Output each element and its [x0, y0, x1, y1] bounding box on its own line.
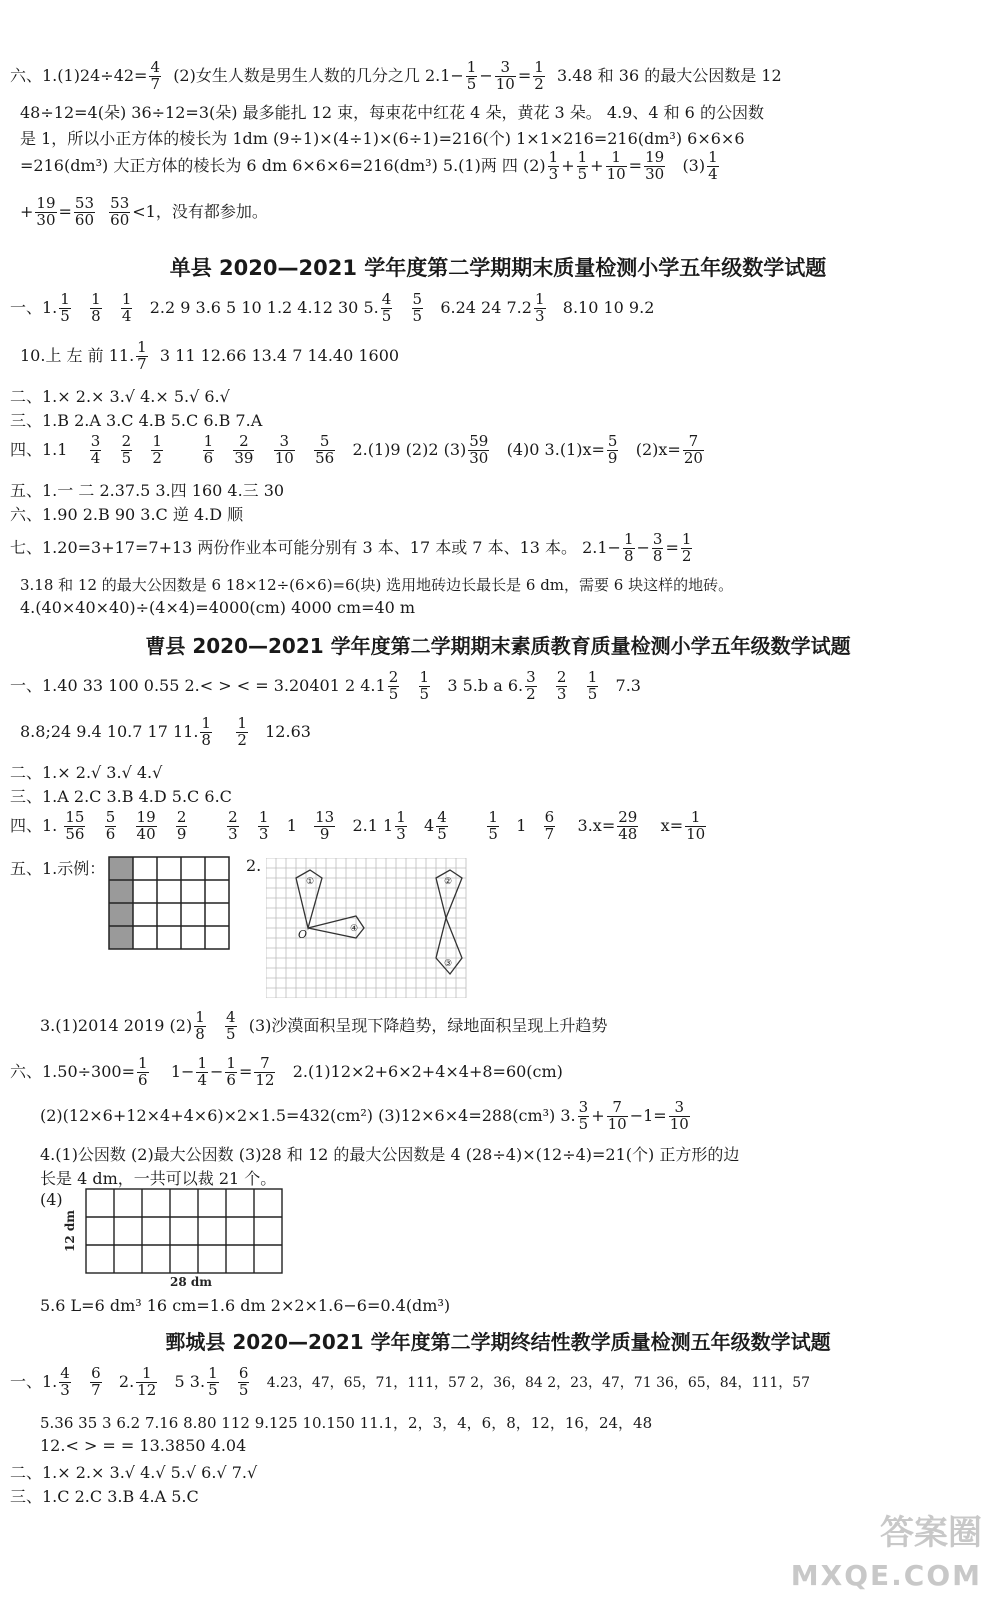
label-4: ④	[350, 924, 359, 934]
fraction: $\frac{3}{5}$	[578, 1098, 589, 1133]
label-1: ①	[306, 877, 315, 887]
fraction: $\frac{1}{5}$	[587, 668, 598, 703]
fraction: $\frac{1}{8}$	[201, 714, 211, 749]
fraction: $\frac{1}{2}$	[237, 714, 247, 749]
fraction: $\frac{3}{8}$	[652, 530, 663, 565]
fraction: $\frac{4}{5}$	[226, 1008, 236, 1043]
fraction: $\frac{1}{3}$	[534, 290, 545, 325]
fraction: $\frac{1}{2}$	[681, 530, 692, 565]
fraction: $\frac{1}{2}$	[152, 432, 162, 467]
fraction: $\frac{53}{60}$	[110, 194, 130, 229]
fraction: $\frac{1}{8}$	[91, 290, 101, 325]
fraction: $\frac{2}{5}$	[388, 668, 399, 703]
fraction: $\frac{2}{3}$	[228, 808, 238, 843]
dim-vertical: 12 dm	[63, 1210, 77, 1252]
fraction: $\frac{6}{7}$	[544, 808, 555, 843]
fraction: $\frac{3}{10}$	[495, 58, 515, 93]
watermark-logo: 答案圈	[880, 1513, 982, 1553]
answer-line: 五、1.示例：	[10, 859, 106, 878]
fraction: $\frac{1}{5}$	[419, 668, 430, 703]
fraction: $\frac{1}{3}$	[396, 808, 406, 843]
answer-line: 8.8;24 9.4 10.7 17 11. $\frac{1}{8}$ $\frac{1}{2}$ 12.63	[20, 714, 311, 749]
fraction: $\frac{29}{48}$	[618, 808, 638, 843]
answer-line: 48÷12=4(朵) 36÷12=3(朵) 最多能扎 12 束，每束花中红花 4 朵，黄花 3 朵。 4.9、4 和 6 的公因数	[20, 103, 764, 122]
fraction: $\frac{53}{60}$	[74, 194, 94, 229]
answer-line: 七、1.20=3+17=7+13 两份作业本可能分别有 3 本、17 本或 7 本、13 本。 2.1− $\frac{1}{8}$ − $\frac{3}{8}$ = $\frac{1}{2}$	[10, 530, 692, 565]
answer-line: + $\frac{19}{30}$ = $\frac{53}{60}$ $\frac{53}{60}$ <1，没有都参加。	[20, 194, 268, 229]
fraction: $\frac{1}{4}$	[197, 1054, 208, 1089]
answer-line: 5.36 35 3 6.2 7.16 8.80 112 9.125 10.150 11.1，2，3，4，6，8，12，16，24，48	[40, 1414, 653, 1432]
fraction: $\frac{1}{3}$	[548, 148, 559, 183]
answer-line: 二、1.× 2.× 3.√ 4.× 5.√ 6.√	[10, 387, 230, 406]
grid-example-figure	[108, 856, 230, 950]
section-title: 单县 2020—2021 学年度第二学期期末质量检测小学五年级数学试题	[169, 256, 827, 280]
fraction: $\frac{4}{5}$	[437, 808, 447, 843]
fraction: $\frac{3}{10}$	[669, 1098, 689, 1133]
fraction: $\frac{2}{9}$	[176, 808, 187, 843]
fraction: $\frac{4}{7}$	[150, 58, 161, 93]
fraction: $\frac{1}{7}$	[137, 338, 147, 373]
section-title: 曹县 2020—2021 学年度第二学期期末素质教育质量检测小学五年级数学试题	[145, 634, 851, 658]
text: 六、1.(1)24÷42=	[10, 65, 148, 85]
answer-line: 10.上 左 前 11. $\frac{1}{7}$ 3 11 12.66 13.4 7 14.40 1600	[20, 338, 400, 373]
fraction: $\frac{1}{5}$	[466, 58, 477, 93]
fraction: $\frac{5}{6}$	[105, 808, 116, 843]
fraction: $\frac{3}{2}$	[526, 668, 536, 703]
fraction: $\frac{1}{12}$	[137, 1364, 157, 1399]
origin-label: O	[298, 928, 308, 941]
answer-line: 12.< > = = 13.3850 4.04	[40, 1436, 247, 1455]
answer-line: 六、1.(1)24÷42= $\frac{4}{7}$ (2)女生人数是男生人数的几分之几 2.1− $\frac{1}{5}$ − $\frac{3}{10}$ = $\frac{1}{2}$ 3.48 和 36 的最大公因数是 12	[10, 58, 782, 93]
fraction: $\frac{7}{10}$	[607, 1098, 627, 1133]
dim-horizontal: 28 dm	[170, 1275, 212, 1289]
fraction: $\frac{1}{10}$	[606, 148, 626, 183]
answer-line: 一、1.40 33 100 0.55 2.< > < = 3.20401 2 4.1 $\frac{2}{5}$ $\frac{1}{5}$ 3 5.b a 6. $\frac{3}{2}$ $\frac{2}{3}$ $\frac{1}{5}$ 7.3	[10, 668, 641, 703]
text: 3.48 和 36 的最大公因数是 12	[556, 65, 782, 85]
answer-line: 一、1. $\frac{1}{5}$ $\frac{1}{8}$ $\frac{1}{4}$ 2.2 9 3.6 5 10 1.2 4.12 30 5. $\frac{4}{5}$ $\frac{5}{5}$ 6.24 24 7.2 $\frac{1}{3}$ 8.10 10 9.2	[10, 290, 655, 325]
fraction: $\frac{1}{6}$	[203, 432, 214, 467]
answer-line: 3.(1)2014 2019 (2) $\frac{1}{8}$ $\frac{4}{5}$ (3)沙漠面积呈现下降趋势，绿地面积呈现上升趋势	[40, 1008, 608, 1043]
fraction: $\frac{1}{4}$	[708, 148, 718, 183]
fraction: $\frac{1}{8}$	[623, 530, 634, 565]
fraction: $\frac{1}{2}$	[534, 58, 544, 93]
text: =216(dm³) 大正方体的棱长为 6 dm 6×6×6=216(dm³) 5.(1)两 四 (2)	[20, 155, 546, 175]
answer-line: =216(dm³) 大正方体的棱长为 6 dm 6×6×6=216(dm³) 5.(1)两 四 (2) $\frac{1}{3}$ + $\frac{1}{5}$ + $\frac{1}{10}$ = $\frac{19}{30}$ (3) $\frac{1}{4}$	[20, 148, 718, 183]
fraction: $\frac{1}{5}$	[60, 290, 70, 325]
answer-line: 5.6 L=6 dm³ 16 cm=1.6 dm 2×2×1.6−6=0.4(dm³)	[40, 1296, 451, 1315]
answer-line: 二、1.× 2.× 3.√ 4.√ 5.√ 6.√ 7.√	[10, 1463, 258, 1482]
section-title: 鄄城县 2020—2021 学年度第二学期终结性教学质量检测五年级数学试题	[165, 1330, 831, 1354]
label-3: ③	[444, 959, 453, 969]
fraction: $\frac{7}{20}$	[683, 432, 703, 467]
answer-line: 三、1.C 2.C 3.B 4.A 5.C	[10, 1487, 199, 1506]
watermark-text: MXQE.COM	[790, 1559, 982, 1592]
answer-line: 2.	[246, 856, 262, 875]
text: (3)	[682, 155, 706, 175]
label-2: ②	[444, 877, 453, 887]
fraction: $\frac{1}{5}$	[488, 808, 498, 843]
answer-line: 是 1，所以小正方体的棱长为 1dm (9÷1)×(4÷1)×(6÷1)=216(个) 1×1×216=216(dm³) 6×6×6	[20, 129, 745, 148]
text: (2)女生人数是男生人数的几分之几 2.1−	[173, 65, 464, 85]
fraction: $\frac{1}{10}$	[686, 808, 706, 843]
fraction: $\frac{5}{56}$	[315, 432, 335, 467]
fraction: $\frac{4}{5}$	[381, 290, 392, 325]
fraction: $\frac{1}{8}$	[195, 1008, 205, 1043]
text: <1，没有都参加。	[132, 201, 268, 221]
fraction: $\frac{6}{5}$	[238, 1364, 249, 1399]
fraction: $\frac{2}{5}$	[121, 432, 132, 467]
fraction: $\frac{1}{3}$	[258, 808, 269, 843]
tiling-grid-figure	[60, 1186, 290, 1290]
fraction: $\frac{1}{4}$	[121, 290, 132, 325]
fraction: $\frac{1}{5}$	[577, 148, 588, 183]
fraction: $\frac{3}{10}$	[274, 432, 294, 467]
answer-line: 五、1.一 二 2.37.5 3.四 160 4.三 30	[10, 481, 285, 500]
fraction: $\frac{19}{30}$	[36, 194, 56, 229]
fraction: $\frac{6}{7}$	[91, 1364, 101, 1399]
answer-line: (2)(12×6+12×4+4×6)×2×1.5=432(cm²) (3)12×6×4=288(cm³) 3. $\frac{3}{5}$ + $\frac{7}{10}$ −1= $\frac{3}{10}$	[40, 1098, 689, 1133]
fraction: $\frac{4}{3}$	[60, 1364, 70, 1399]
answer-line: 二、1.× 2.√ 3.√ 4.√	[10, 763, 163, 782]
fraction: $\frac{15}{56}$	[65, 808, 85, 843]
fraction: $\frac{3}{4}$	[90, 432, 101, 467]
answer-line: 四、1. $\frac{15}{56}$ $\frac{5}{6}$ $\frac{19}{40}$ $\frac{2}{9}$ $\frac{2}{3}$ $\frac{1}{3}$ 1 $\frac{13}{9}$ 2.1 1 $\frac{1}{3}$ 4 $\frac{4}{5}$ $\frac{1}{5}$ 1 $\frac{6}{7}$ 3.x= $\frac{29}{48}$ x= $\frac{1}{10}$	[10, 808, 706, 843]
fraction: $\frac{5}{5}$	[412, 290, 423, 325]
answer-line: 4.(40×40×40)÷(4×4)=4000(cm) 4000 cm=40 m	[20, 598, 416, 617]
answer-line: 一、1. $\frac{4}{3}$ $\frac{6}{7}$ 2. $\frac{1}{12}$ 5 3. $\frac{1}{5}$ $\frac{6}{5}$ 4.23，47，65，71，111，57 2，36，84 2，23，47，71 36，65，84，111，57	[10, 1364, 811, 1399]
text: +	[20, 201, 34, 221]
fraction: $\frac{13}{9}$	[315, 808, 335, 843]
answer-line: 三、1.B 2.A 3.C 4.B 5.C 6.B 7.A	[10, 411, 263, 430]
answer-line: 4.(1)公因数 (2)最大公因数 (3)28 和 12 的最大公因数是 4 (28÷4)×(12÷4)=21(个) 正方形的边	[40, 1145, 740, 1164]
fraction: $\frac{2}{39}$	[234, 432, 254, 467]
fraction: $\frac{59}{30}$	[469, 432, 489, 467]
fraction: $\frac{1}{6}$	[226, 1054, 236, 1089]
fraction: $\frac{7}{12}$	[255, 1054, 275, 1089]
fraction: $\frac{5}{9}$	[607, 432, 618, 467]
fraction: $\frac{19}{30}$	[645, 148, 665, 183]
answer-line: 四、1.1 $\frac{3}{4}$ $\frac{2}{5}$ $\frac{1}{2}$ $\frac{1}{6}$ $\frac{2}{39}$ $\frac{3}{10}$ $\frac{5}{56}$ 2.(1)9 (2)2 (3) $\frac{59}{30}$ (4)0 3.(1)x= $\frac{5}{9}$ (2)x= $\frac{7}{20}$	[10, 432, 703, 467]
rotation-grid-figure	[266, 858, 468, 998]
fraction: $\frac{19}{40}$	[136, 808, 156, 843]
fraction: $\frac{2}{3}$	[556, 668, 567, 703]
answer-line: 六、1.50÷300= $\frac{1}{6}$ 1− $\frac{1}{4}$ − $\frac{1}{6}$ = $\frac{7}{12}$ 2.(1)12×2+6×2+4×4+8=60(cm)	[10, 1054, 563, 1089]
fraction: $\frac{1}{6}$	[137, 1054, 148, 1089]
answer-line: (4)	[40, 1190, 63, 1209]
answer-line: 长是 4 dm，一共可以裁 21 个。	[40, 1169, 277, 1188]
answer-line: 三、1.A 2.C 3.B 4.D 5.C 6.C	[10, 787, 232, 806]
answer-line: 3.18 和 12 的最大公因数是 6 18×12÷(6×6)=6(块) 选用地砖边长最长是 6 dm，需要 6 块这样的地砖。	[20, 576, 734, 594]
answer-line: 六、1.90 2.B 90 3.C 逆 4.D 顺	[10, 505, 244, 524]
fraction: $\frac{1}{5}$	[208, 1364, 218, 1399]
